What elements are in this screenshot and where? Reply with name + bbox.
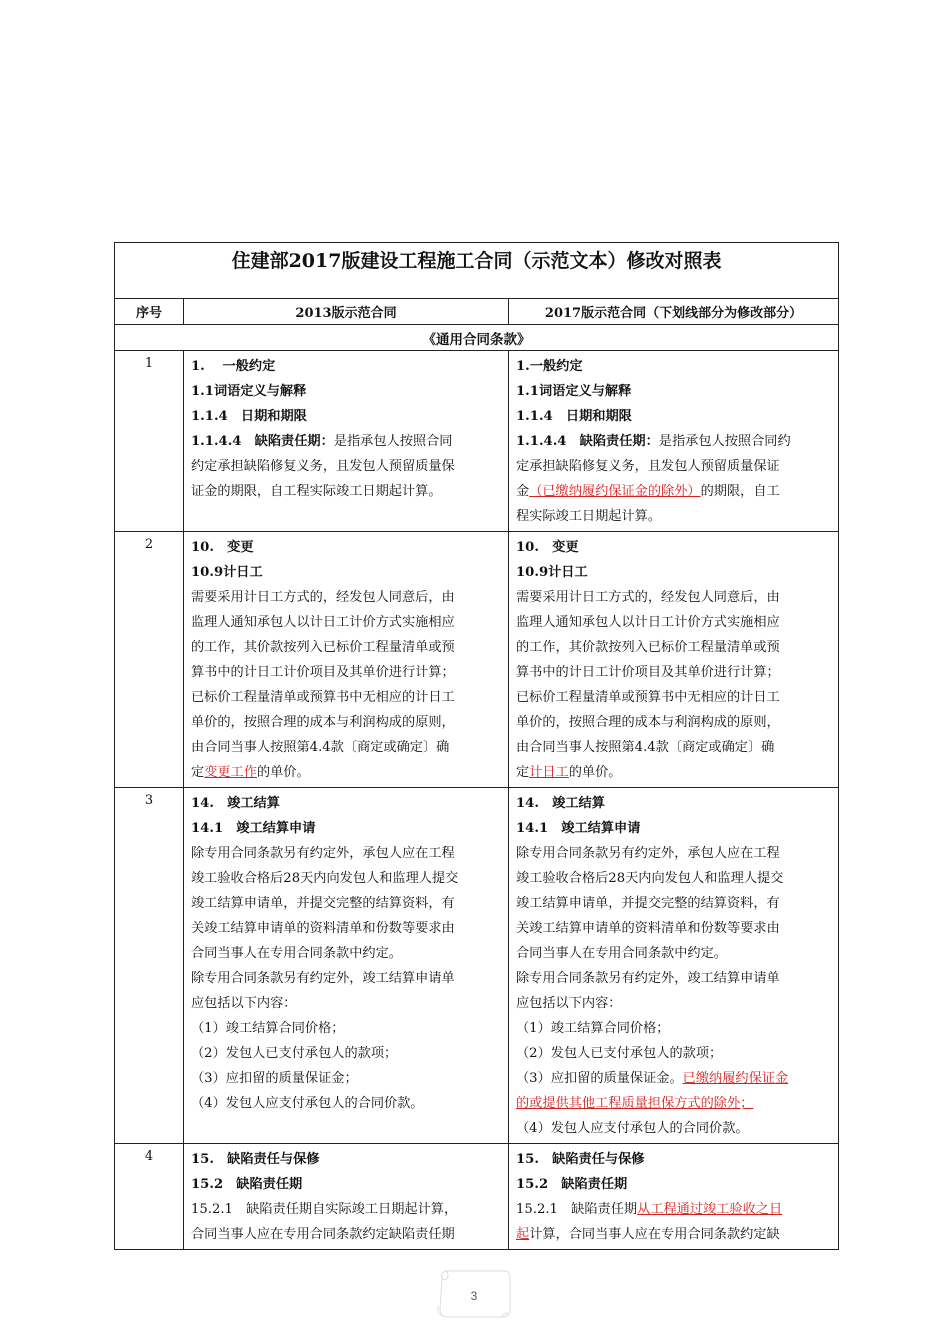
text-segment: 单价的，按照合理的成本与利润构成的原则，	[191, 715, 455, 730]
text-line	[516, 1116, 832, 1141]
text-line	[191, 404, 502, 429]
text-segment: 1.1词语定义与解释	[516, 384, 632, 399]
text-line	[516, 916, 832, 941]
text-line	[516, 635, 832, 660]
text-segment: 10.9计日工	[191, 565, 263, 580]
text-line	[516, 610, 832, 635]
text-line	[191, 760, 502, 785]
text-segment: 应包括以下内容：	[516, 996, 622, 1011]
amended-text: 已缴纳履约保证金	[682, 1071, 789, 1086]
amended-text: 的或提供其他工程质量担保方式的除外；	[516, 1096, 754, 1111]
text-segment: 的单价。	[568, 765, 622, 780]
text-segment: 监理人通知承包人以计日工计价方式实施相应	[191, 615, 455, 630]
text-segment: 1.1.4 日期和期限	[191, 409, 307, 424]
text-segment: 竣工结算申请单，并提交完整的结算资料，有	[516, 896, 780, 911]
header-2017: 2017版示范合同（下划线部分为修改部分）	[509, 299, 839, 325]
text-segment: 由合同当事人按照第4.4款〔商定或确定〕确	[516, 740, 775, 755]
amended-text: 计日工	[529, 765, 569, 780]
text-segment: 的工作，其价款按列入已标价工程量清单或预	[191, 640, 455, 655]
text-line	[191, 379, 502, 404]
text-segment: 15. 缺陷责任与保修	[516, 1152, 645, 1167]
text-line	[191, 1066, 502, 1091]
text-line	[516, 710, 832, 735]
text-segment: 应包括以下内容：	[191, 996, 297, 1011]
text-segment: 14.1 竣工结算申请	[516, 821, 641, 836]
text-line	[516, 354, 832, 379]
text-segment: 1.1.4 日期和期限	[516, 409, 632, 424]
text-segment: 金	[516, 484, 530, 499]
text-line	[516, 1091, 832, 1116]
text-segment: 的期限，自工	[700, 484, 780, 499]
text-segment: 单价的，按照合理的成本与利润构成的原则，	[516, 715, 780, 730]
text-line	[516, 1197, 832, 1222]
text-line	[191, 1147, 502, 1172]
text-segment: （2）发包人已支付承包人的款项；	[191, 1046, 398, 1061]
text-segment: 15.2 缺陷责任期	[516, 1177, 628, 1192]
text-segment: （4）发包人应支付承包人的合同价款。	[516, 1121, 749, 1136]
text-segment: 竣工验收合格后28天内向发包人和监理人提交	[191, 871, 459, 886]
text-segment: 定	[516, 765, 530, 780]
text-line	[516, 791, 832, 816]
text-segment: 除专用合同条款另有约定外，竣工结算申请单	[191, 971, 455, 986]
text-segment: 除专用合同条款另有约定外，竣工结算申请单	[516, 971, 780, 986]
text-segment: 关竣工结算申请单的资料清单和份数等要求由	[191, 921, 455, 936]
text-line	[191, 610, 502, 635]
text-segment: 的单价。	[256, 765, 310, 780]
text-line	[516, 1172, 832, 1197]
text-line	[191, 479, 502, 504]
text-segment: 算书中的计日工计价项目及其单价进行计算；	[516, 665, 780, 680]
text-segment: 除专用合同条款另有约定外，承包人应在工程	[516, 846, 780, 861]
text-segment: 的工作，其价款按列入已标价工程量清单或预	[516, 640, 780, 655]
text-line	[191, 1172, 502, 1197]
text-line	[516, 504, 832, 529]
text-segment: 合同当事人在专用合同条款中约定。	[191, 946, 402, 961]
text-line	[516, 454, 832, 479]
text-line	[191, 735, 502, 760]
text-line	[516, 685, 832, 710]
text-segment: 是指承包人按照合同约	[658, 434, 791, 449]
text-segment: 定	[191, 765, 205, 780]
text-segment: 合同当事人应在专用合同条款约定缺陷责任期	[191, 1227, 455, 1242]
text-line	[516, 841, 832, 866]
text-segment: 15. 缺陷责任与保修	[191, 1152, 320, 1167]
text-line	[516, 760, 832, 785]
text-line	[516, 479, 832, 504]
text-segment: （2）发包人已支付承包人的款项；	[516, 1046, 723, 1061]
text-segment: 已标价工程量清单或预算书中无相应的计日工	[516, 690, 780, 705]
text-segment: 需要采用计日工方式的，经发包人同意后，由	[191, 590, 455, 605]
clause-2017	[509, 351, 839, 532]
text-line	[516, 660, 832, 685]
amended-text: （已缴纳履约保证金的除外）	[529, 484, 701, 499]
text-line	[516, 941, 832, 966]
text-segment: 约定承担缺陷修复义务，且发包人预留质量保	[191, 459, 455, 474]
clause-2013	[184, 1144, 509, 1250]
text-line	[191, 866, 502, 891]
clause-2013	[184, 788, 509, 1144]
text-line	[516, 816, 832, 841]
text-line	[191, 966, 502, 991]
amended-text: 变更工作	[204, 765, 257, 780]
text-line	[516, 404, 832, 429]
page-number-scroll	[434, 1265, 514, 1325]
text-segment: 14. 竣工结算	[516, 796, 605, 811]
clause-2013	[184, 351, 509, 532]
text-segment: 15.2 缺陷责任期	[191, 1177, 303, 1192]
text-segment: 1.1.4.4 缺陷责任期：	[191, 434, 334, 449]
text-segment: （4）发包人应支付承包人的合同价款。	[191, 1096, 424, 1111]
text-line	[516, 1066, 832, 1091]
table-row	[115, 532, 839, 788]
section-title: 《通用合同条款》	[115, 325, 839, 351]
table-row	[115, 1144, 839, 1250]
text-line	[191, 535, 502, 560]
text-line	[191, 916, 502, 941]
text-segment: 是指承包人按照合同	[333, 434, 453, 449]
text-line	[516, 966, 832, 991]
text-line	[191, 1197, 502, 1222]
comparison-table	[114, 242, 839, 1250]
text-segment: 14.1 竣工结算申请	[191, 821, 316, 836]
text-segment: （3）应扣留的质量保证金。	[516, 1071, 683, 1086]
text-line	[516, 429, 832, 454]
text-line	[191, 635, 502, 660]
text-line	[191, 891, 502, 916]
text-segment: 1.一般约定	[516, 359, 583, 374]
text-segment: 除专用合同条款另有约定外，承包人应在工程	[191, 846, 455, 861]
text-segment: 1.1.4.4 缺陷责任期：	[516, 434, 659, 449]
text-segment: 程实际竣工日期起计算。	[516, 509, 662, 524]
text-segment: 合同当事人在专用合同条款中约定。	[516, 946, 727, 961]
text-line	[191, 1091, 502, 1116]
text-segment: 15.2.1 缺陷责任期	[516, 1202, 638, 1217]
page-number: 3	[470, 1289, 478, 1303]
text-segment: 由合同当事人按照第4.4款〔商定或确定〕确	[191, 740, 450, 755]
amended-text: 起	[516, 1227, 530, 1242]
text-segment: 竣工结算申请单，并提交完整的结算资料，有	[191, 896, 455, 911]
text-line	[516, 1016, 832, 1041]
text-line	[516, 1041, 832, 1066]
text-segment: （3）应扣留的质量保证金；	[191, 1071, 358, 1086]
amended-text: 从工程通过竣工验收之日	[637, 1202, 783, 1217]
header-no: 序号	[115, 299, 184, 325]
row-number: 4	[115, 1144, 184, 1250]
text-line	[191, 685, 502, 710]
text-line	[516, 866, 832, 891]
document-page	[114, 242, 838, 1250]
text-segment: （1）竣工结算合同价格；	[191, 1021, 345, 1036]
text-line	[191, 585, 502, 610]
text-segment: 定承担缺陷修复义务，且发包人预留质量保证	[516, 459, 780, 474]
text-line	[191, 1041, 502, 1066]
text-segment: （1）竣工结算合同价格；	[516, 1021, 670, 1036]
text-segment: 关竣工结算申请单的资料清单和份数等要求由	[516, 921, 780, 936]
text-segment: 计算，合同当事人应在专用合同条款约定缺	[529, 1227, 780, 1242]
text-line	[191, 354, 502, 379]
text-line	[516, 891, 832, 916]
text-segment: 证金的期限，自工程实际竣工日期起计算。	[191, 484, 442, 499]
text-segment: 10. 变更	[191, 540, 254, 555]
text-line	[516, 379, 832, 404]
header-2013: 2013版示范合同	[184, 299, 509, 325]
text-line	[516, 535, 832, 560]
text-segment: 监理人通知承包人以计日工计价方式实施相应	[516, 615, 780, 630]
text-line	[191, 941, 502, 966]
row-number: 2	[115, 532, 184, 788]
text-line	[191, 791, 502, 816]
text-segment: 14. 竣工结算	[191, 796, 280, 811]
table-row	[115, 351, 839, 532]
text-segment: 已标价工程量清单或预算书中无相应的计日工	[191, 690, 455, 705]
table-title: 住建部2017版建设工程施工合同（示范文本）修改对照表	[115, 243, 839, 299]
text-segment: 1.1词语定义与解释	[191, 384, 307, 399]
table-row	[115, 788, 839, 1144]
text-line	[516, 560, 832, 585]
text-segment: 竣工验收合格后28天内向发包人和监理人提交	[516, 871, 784, 886]
text-line	[191, 841, 502, 866]
text-line	[191, 710, 502, 735]
clause-2017	[509, 788, 839, 1144]
text-line	[191, 560, 502, 585]
text-segment: 算书中的计日工计价项目及其单价进行计算；	[191, 665, 455, 680]
text-line	[191, 1222, 502, 1247]
text-line	[191, 816, 502, 841]
row-number: 3	[115, 788, 184, 1144]
text-line	[516, 735, 832, 760]
clause-2017	[509, 1144, 839, 1250]
clause-2017	[509, 532, 839, 788]
text-line	[516, 1222, 832, 1247]
text-line	[516, 1147, 832, 1172]
text-segment: 10.9计日工	[516, 565, 588, 580]
text-segment: 10. 变更	[516, 540, 579, 555]
row-number: 1	[115, 351, 184, 532]
text-line	[191, 429, 502, 454]
text-line	[191, 1016, 502, 1041]
text-line	[516, 585, 832, 610]
text-line	[191, 991, 502, 1016]
text-line	[191, 454, 502, 479]
text-segment: 需要采用计日工方式的，经发包人同意后，由	[516, 590, 780, 605]
text-line	[191, 660, 502, 685]
text-segment: 15.2.1 缺陷责任期自实际竣工日期起计算，	[191, 1202, 458, 1217]
text-line	[516, 991, 832, 1016]
text-segment: 1. 一般约定	[191, 359, 276, 374]
clause-2013	[184, 532, 509, 788]
